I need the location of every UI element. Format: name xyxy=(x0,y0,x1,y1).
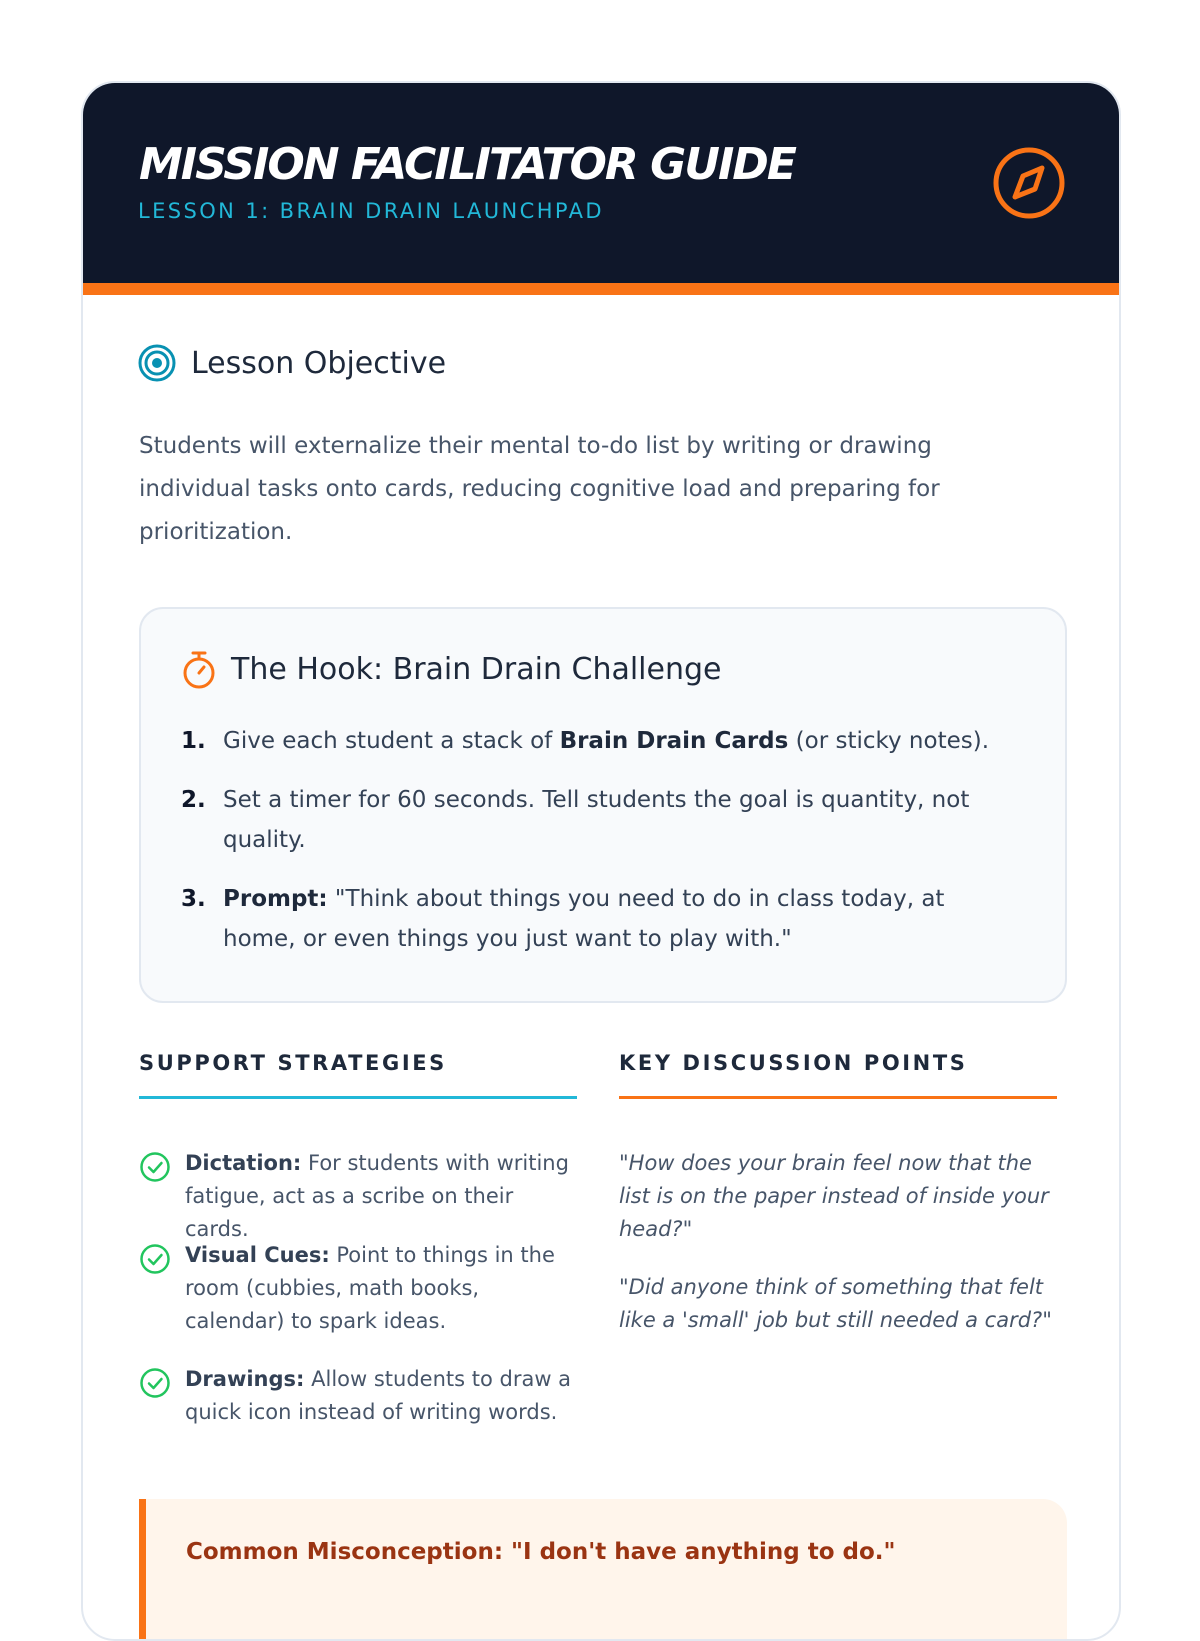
strategy-item: Drawings: Allow students to draw a quick icon instead of writing words. xyxy=(139,1363,579,1429)
check-circle-icon xyxy=(139,1367,171,1399)
hook-heading-label: The Hook: Brain Drain Challenge xyxy=(231,651,722,687)
facilitator-guide-card xyxy=(81,81,1121,1641)
page-title: MISSION FACILITATOR GUIDE xyxy=(139,139,795,190)
target-icon xyxy=(137,343,177,383)
check-circle-icon xyxy=(139,1243,171,1275)
objective-text: Students will externalize their mental to-do list by writing or drawing individual tasks onto cards, reducing cognitive load and preparing for prioritization. xyxy=(139,433,940,545)
misconception-box xyxy=(139,1499,1067,1641)
strategy-item: Visual Cues: Point to things in the room (cubbies, math books, calendar) to spark ideas. xyxy=(139,1239,579,1338)
hook-steps xyxy=(181,721,1001,978)
misconception-title: Common Misconception: "I don't have anything to do." xyxy=(186,1539,896,1565)
objective-heading-label: Lesson Objective xyxy=(191,345,447,381)
guide-header xyxy=(83,83,1119,295)
discussion-rule xyxy=(619,1096,1057,1099)
discussion-quote: "Did anyone think of something that felt like a 'small' job but still needed a card?" xyxy=(619,1275,1052,1332)
hook-box xyxy=(139,607,1067,1003)
hook-step: 1. Give each student a stack of Brain Drain Cards (or sticky notes). xyxy=(181,728,990,754)
support-rule xyxy=(139,1096,577,1099)
lesson-subtitle: LESSON 1: BRAIN DRAIN LAUNCHPAD xyxy=(138,199,604,223)
strategy-item: Dictation: For students with writing fatigue, act as a scribe on their cards. xyxy=(139,1147,579,1246)
discussion-quote: "How does your brain feel now that the list is on the paper instead of inside your head?" xyxy=(619,1151,1049,1241)
objective-heading xyxy=(137,343,446,383)
hook-step: 3. Prompt: "Think about things you need to do in class today, at home, or even things you just want to play with." xyxy=(181,886,945,952)
hook-step: 2. Set a timer for 60 seconds. Tell students the goal is quantity, not quality. xyxy=(181,787,970,853)
support-heading: SUPPORT STRATEGIES xyxy=(139,1051,447,1075)
hook-heading xyxy=(181,649,722,689)
timer-icon xyxy=(181,649,217,689)
compass-icon xyxy=(991,145,1067,221)
check-circle-icon xyxy=(139,1151,171,1183)
discussion-heading: KEY DISCUSSION POINTS xyxy=(619,1051,968,1075)
